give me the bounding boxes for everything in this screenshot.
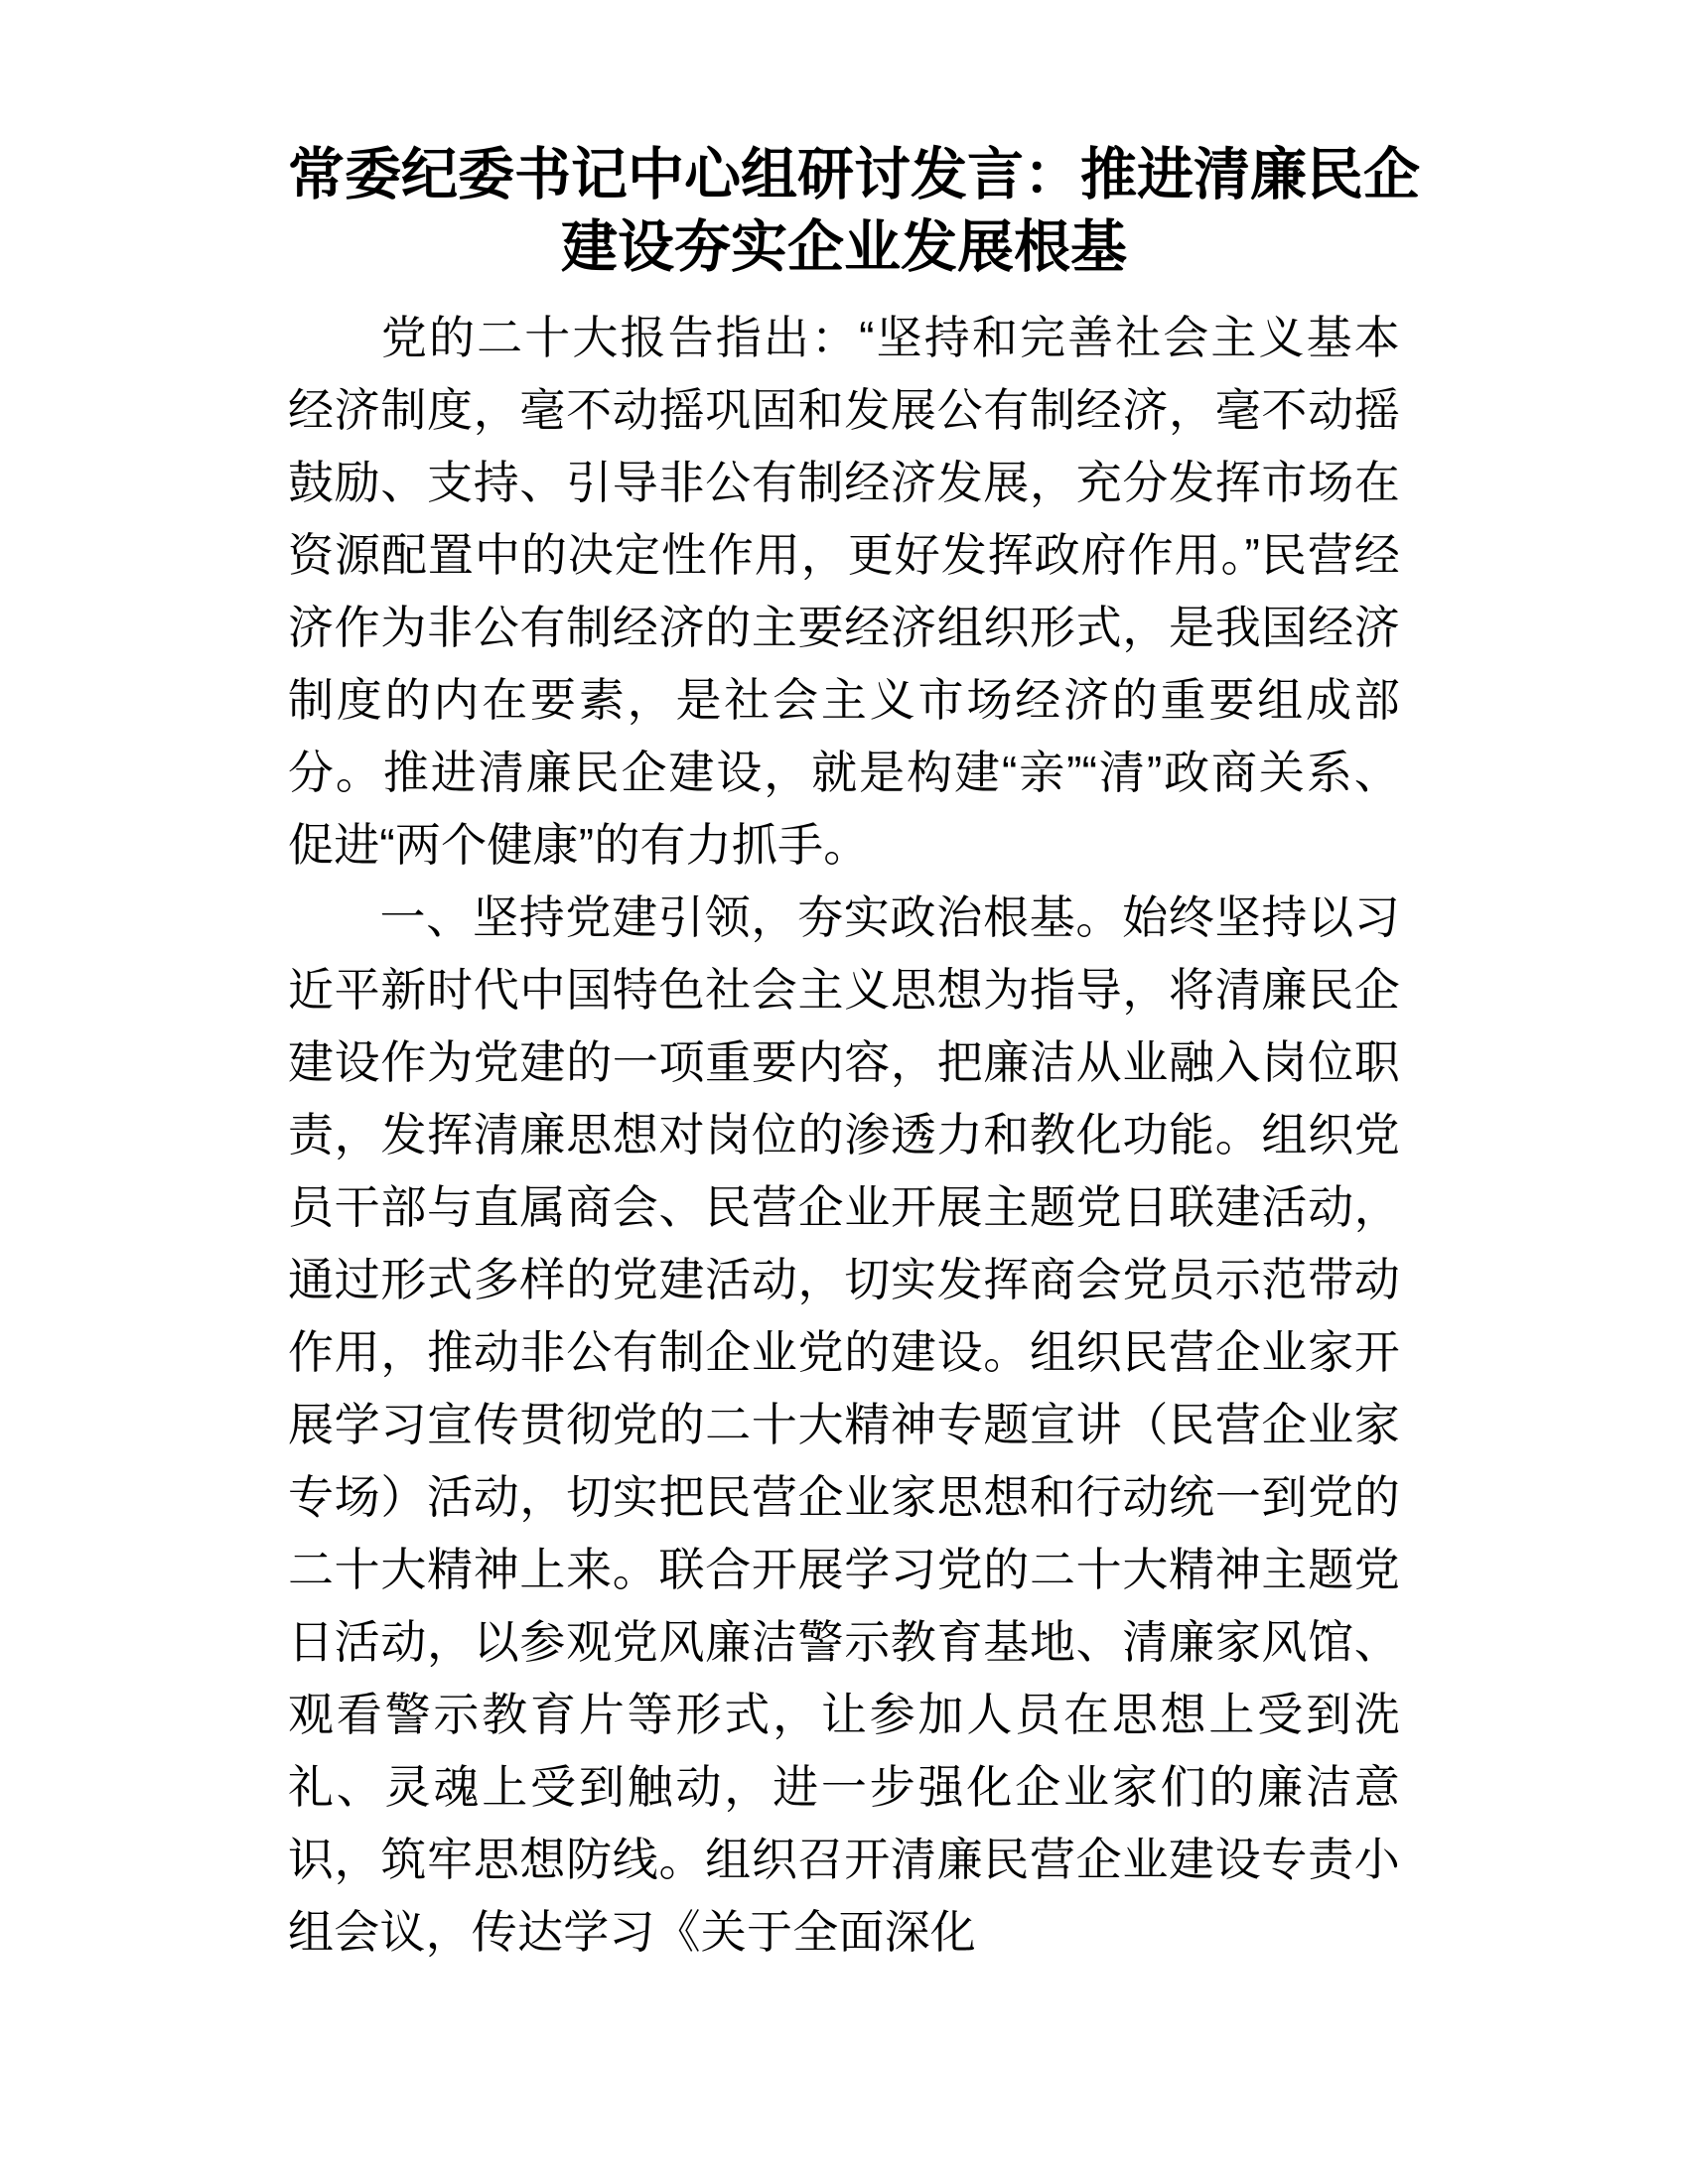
document-body [288, 139, 1420, 1969]
paragraph-2-text: 一、坚持党建引领，夯实政治根基。始终坚持以习近平新时代中国特色社会主义思想为指导，将清廉民企建设作为党建的一项重要内容，把廉洁从业融入岗位职责，发挥清廉思想对岗位的渗透力和教化功能。组织党员干部与直属商会、民营企业开展主题党日联建活动，通过形式多样的党建活动，切实发挥商会党员示范带动作用，推动非公有制企业党的建设。组织民营企业家开展学习宣传贯彻党的二十大精神专题宣讲（民营企业家专场）活动，切实把民营企业家思想和行动统一到党的二十大精神上来。联合开展学习党的二十大精神主题党日活动，以参观党风廉洁警示教育基地、清廉家风馆、观看警示教育片等形式，让参加人员在思想上受到洗礼、灵魂上受到触动，进一步强化企业家们的廉洁意识，筑牢思想防线。组织召开清廉民营企业建设专责小组会议，传达学习《关于全面深化 [288, 891, 1400, 1958]
page-title-line-1: 常委纪委书记中心组研讨发言：推进清廉民企 [288, 143, 1420, 206]
body-paragraph-2 [288, 882, 1400, 1969]
page-title [288, 139, 1420, 284]
paragraph-1-text: 党的二十大报告指出：“坚持和完善社会主义基本经济制度，毫不动摇巩固和发展公有制经济，毫不动摇鼓励、支持、引导非公有制经济发展，充分发挥市场在资源配置中的决定性作用，更好发挥政府作用。”民营经济作为非公有制经济的主要经济组织形式，是我国经济制度的内在要素，是社会主义市场经济的重要组成部分。推进清廉民企建设，就是构建“亲”“清”政商关系、促进“两个健康”的有力抓手。 [288, 312, 1400, 871]
page-title-line-2: 建设夯实企业发展根基 [561, 215, 1127, 279]
body-paragraph-1 [288, 302, 1400, 882]
